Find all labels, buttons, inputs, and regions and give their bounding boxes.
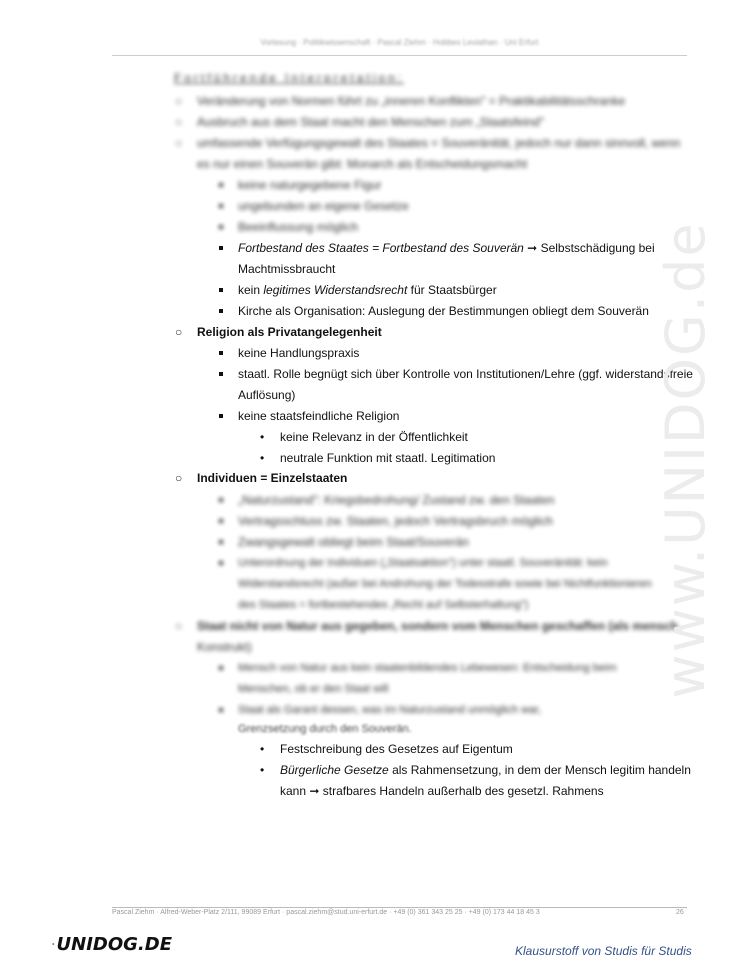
blurred-text: Staat als Garant dessen, was im Naturzustand unmöglich war, — [238, 704, 542, 716]
bullet-circle: ○ — [175, 471, 183, 485]
blurred-text: es nur einen Souverän gibt: Monarch als Entscheidungsmacht — [197, 157, 528, 171]
bullet-square — [219, 414, 223, 418]
bullet-square — [219, 246, 223, 250]
text-line: Auflösung) — [238, 388, 296, 402]
page-number: 26 — [676, 909, 684, 916]
text-line — [238, 240, 655, 256]
blurred-text: Ausbruch aus dem Staat macht den Menschen zum „Staatsfeind" — [197, 115, 545, 129]
text: als Rahmensetzung, in dem der Mensch legitim handeln — [388, 763, 691, 777]
bullet-circle: ○ — [175, 94, 183, 108]
blurred-text: ungebunden an eigene Gesetze — [238, 199, 409, 213]
text-line: keine Handlungspraxis — [238, 346, 360, 360]
blurred-text: Menschen, ob er den Staat will — [238, 683, 389, 695]
bullet-square — [219, 561, 223, 565]
bullet-square — [219, 540, 223, 544]
text: ➞ Selbstschädigung bei — [523, 241, 655, 255]
bullet-square — [219, 351, 223, 355]
bullet-square — [219, 519, 223, 523]
bullet-square — [219, 204, 223, 208]
dog-icon — [52, 930, 55, 958]
bullet-dot: • — [260, 451, 265, 465]
blurred-text: Zwangsgewalt obliegt beim Staat/Souverän — [238, 535, 469, 549]
text: für Staatsbürger — [407, 283, 497, 297]
italic-text: Bürgerliche Gesetze — [280, 763, 389, 777]
bullet-square — [219, 183, 223, 187]
blurred-text: Grenzsetzung durch den Souverän. — [238, 723, 412, 735]
text-line: keine Relevanz in der Öffentlichkeit — [280, 430, 468, 444]
bullet-square — [219, 225, 223, 229]
blurred-text: „Naturzustand": Kriegsbedrohung/ Zustand zw. den Staaten — [238, 493, 555, 507]
blurred-text: Staat nicht von Natur aus gegeben, sondern vom Menschen geschaffen (als mensch. — [197, 619, 682, 633]
bullet-circle: ○ — [175, 136, 183, 150]
text-line: keine staatsfeindliche Religion — [238, 409, 400, 423]
blurred-text — [197, 618, 681, 634]
text-line: Machtmissbraucht — [238, 262, 336, 276]
bullet-square — [219, 309, 223, 313]
text-line: staatl. Rolle begnügt sich über Kontrolle von Institutionen/Lehre (ggf. widerstandsfreie — [238, 367, 693, 381]
blurred-text: Widerstandsrecht (außer bei Androhung der Todesstrafe sowie bei Nichtfunktionieren — [238, 578, 652, 590]
footer-contact: Pascal Ziehm · Alfred-Weber-Platz 2/111, 99089 Erfurt · pascal.ziehm@stud.uni-erfurt.de · +49 (0) 361 343 25 25 · +49 (0) 173 44 18 45 3 — [112, 909, 540, 916]
bullet-circle: ○ — [175, 619, 183, 633]
watermark: www.UNIDOG.de — [653, 221, 717, 699]
blurred-text: Mensch von Natur aus kein staatenbildendes Lebewesen: Entscheidung beim — [238, 662, 617, 674]
blurred-text: Beeinflussung möglich — [238, 220, 359, 234]
bullet-square — [219, 708, 223, 712]
bullet-dot: • — [260, 742, 265, 756]
subheading-individuen: Individuen = Einzelstaaten — [197, 471, 348, 485]
text-line — [280, 762, 691, 778]
blurred-text: des Staates = fortbestehendes „Recht auf Selbsterhaltung") — [238, 599, 529, 611]
bullet-circle: ○ — [175, 325, 183, 339]
subheading-religion: Religion als Privatangelegenheit — [197, 325, 382, 339]
blurred-text: Unterordnung der Individuen („Staatsaktion") unter staatl. Souveränität: kein — [238, 557, 608, 569]
section-heading: Fortführende Interpretation: — [174, 71, 405, 85]
header-text: Vorlesung · Politikwissenschaft · Pascal Ziehm · Hobbes Leviathan · Uni Erfurt — [260, 38, 539, 47]
text-line: Kirche als Organisation: Auslegung der Bestimmungen obliegt dem Souverän — [238, 304, 649, 318]
blurred-text: umfassende Verfügungsgewalt des Staates = Souveränität, jedoch nur dann sinnvoll, wenn — [197, 136, 681, 150]
bullet-circle: ○ — [175, 115, 183, 129]
bullet-square — [219, 498, 223, 502]
italic-text: legitimes Widerstandsrecht — [263, 283, 408, 297]
blurred-text: Konstrukt) — [197, 640, 252, 654]
italic-text: Fortbestand des Staates = Fortbestand des Souverän — [238, 241, 524, 255]
text-line: Festschreibung des Gesetzes auf Eigentum — [280, 742, 513, 756]
slogan: Klausurstoff von Studis für Studis — [515, 944, 692, 958]
footer-divider — [112, 907, 687, 908]
bullet-square — [219, 372, 223, 376]
bullet-dot: • — [260, 430, 265, 444]
text-line: kann ➞ strafbares Handeln außerhalb des gesetzl. Rahmens — [280, 784, 604, 798]
logo-text: UNIDOG.DE — [56, 933, 172, 955]
bullet-square — [219, 288, 223, 292]
blurred-text: Vertragsschluss zw. Staaten, jedoch Vertragsbruch möglich — [238, 514, 553, 528]
text-line — [238, 282, 497, 298]
blurred-text: keine naturgegebene Figur — [238, 178, 382, 192]
bullet-square — [219, 666, 223, 670]
text-line: neutrale Funktion mit staatl. Legitimation — [280, 451, 496, 465]
unidog-logo[interactable] — [52, 928, 172, 960]
text: kein — [238, 283, 264, 297]
bullet-dot: • — [260, 763, 265, 777]
blurred-text: Veränderung von Normen führt zu „inneren Konflikten" = Praktikabilitätsschranke — [197, 94, 626, 108]
